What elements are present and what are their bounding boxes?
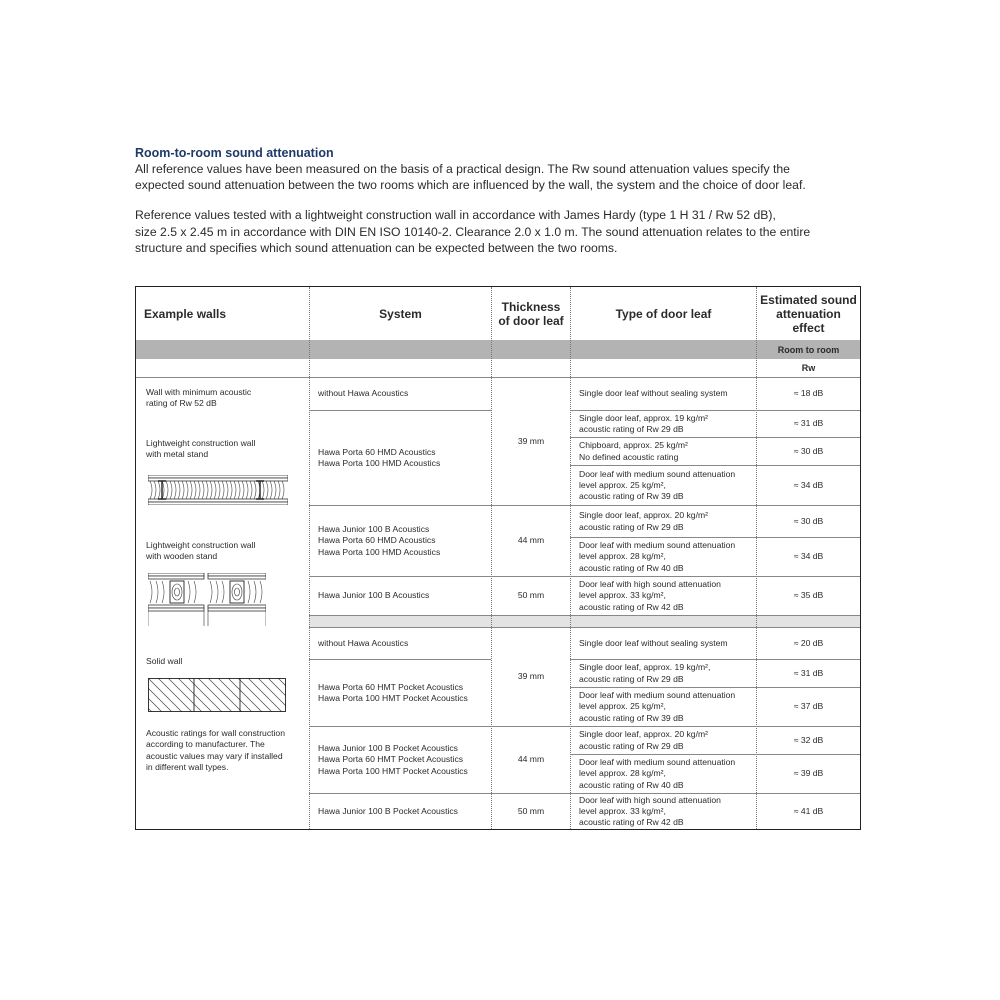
intro-line: structure and specifies which sound attenuation can be expected between the two rooms. bbox=[135, 240, 618, 255]
header-door-type: Type of door leaf bbox=[615, 306, 712, 321]
system-cell: without Hawa Acoustics bbox=[318, 388, 409, 399]
door-type-cell: Single door leaf, approx. 19 kg/m², acoustic rating of Rw 29 dB bbox=[579, 662, 711, 684]
column-divider bbox=[570, 287, 571, 829]
door-type-cell: Single door leaf, approx. 20 kg/m² acoustic rating of Rw 29 dB bbox=[579, 510, 708, 532]
header-rw: Rw bbox=[801, 363, 816, 373]
attenuation-value: ≈ 35 dB bbox=[793, 590, 824, 601]
system-cell: Hawa Junior 100 B Pocket Acoustics Hawa Porta 60 HMT Pocket Acoustics Hawa Porta 100 HMT Pocket Acoustics bbox=[318, 743, 468, 776]
thickness-cell: 44 mm bbox=[517, 754, 545, 765]
intro-line: expected sound attenuation between the two rooms which are influenced by the wall, the system and the choice of door leaf. bbox=[135, 178, 806, 193]
metal-stand-wall-diagram bbox=[148, 475, 288, 505]
door-type-cell: Door leaf with high sound attenuation level approx. 33 kg/m², acoustic rating of Rw 42 dB bbox=[579, 794, 721, 828]
wall-metal-stand-text: Lightweight construction wall with metal stand bbox=[146, 438, 256, 460]
thickness-cell: 50 mm bbox=[517, 805, 545, 816]
system-cell: without Hawa Acoustics bbox=[318, 637, 409, 648]
door-type-cell: Single door leaf without sealing system bbox=[579, 388, 728, 399]
wall-wooden-stand-text: Lightweight construction wall with wooden stand bbox=[146, 540, 256, 562]
door-type-cell: Single door leaf without sealing system bbox=[579, 637, 728, 648]
attenuation-value: ≈ 34 dB bbox=[793, 479, 824, 490]
attenuation-value: ≈ 37 dB bbox=[793, 701, 824, 712]
attenuation-value: ≈ 18 dB bbox=[793, 388, 824, 399]
intro-section bbox=[135, 145, 835, 256]
header-estimated: Estimated sound attenuation effect bbox=[760, 292, 857, 335]
thickness-cell: 50 mm bbox=[517, 590, 545, 601]
system-cell: Hawa Junior 100 B Acoustics bbox=[318, 590, 430, 601]
intro-paragraph-2 bbox=[135, 207, 835, 256]
door-type-cell: Door leaf with medium sound attenuation level approx. 25 kg/m², acoustic rating of Rw 39 dB bbox=[579, 468, 736, 502]
wall-min-rating-text: Wall with minimum acoustic rating of Rw 52 dB bbox=[146, 387, 252, 409]
attenuation-value: ≈ 41 dB bbox=[793, 805, 824, 816]
thickness-cell: 39 mm bbox=[517, 671, 545, 682]
attenuation-value: ≈ 34 dB bbox=[793, 551, 824, 562]
attenuation-value: ≈ 31 dB bbox=[793, 418, 824, 429]
intro-paragraph-1 bbox=[135, 161, 835, 193]
attenuation-table bbox=[135, 286, 861, 830]
header-example-walls: Example walls bbox=[144, 306, 227, 321]
attenuation-value: ≈ 30 dB bbox=[793, 445, 824, 456]
door-type-cell: Door leaf with high sound attenuation level approx. 33 kg/m², acoustic rating of Rw 42 dB bbox=[579, 579, 721, 612]
door-type-cell: Door leaf with medium sound attenuation level approx. 25 kg/m², acoustic rating of Rw 39 dB bbox=[579, 690, 736, 723]
row-divider bbox=[309, 615, 860, 616]
solid-wall-diagram bbox=[148, 678, 286, 712]
wall-solid-text: Solid wall bbox=[146, 656, 183, 666]
section-title: Room-to-room sound attenuation bbox=[135, 146, 334, 160]
door-type-cell: Single door leaf, approx. 19 kg/m² acoustic rating of Rw 29 dB bbox=[579, 412, 708, 434]
intro-line: Reference values tested with a lightweight construction wall in accordance with James Hardy (type 1 H 31 / Rw 52 dB), bbox=[135, 208, 776, 223]
attenuation-value: ≈ 31 dB bbox=[793, 667, 824, 678]
system-cell: Hawa Junior 100 B Pocket Acoustics bbox=[318, 805, 458, 816]
door-type-cell: Door leaf with medium sound attenuation level approx. 28 kg/m², acoustic rating of Rw 40 dB bbox=[579, 540, 736, 573]
header-gray-band bbox=[136, 340, 860, 359]
attenuation-value: ≈ 30 dB bbox=[793, 515, 824, 526]
door-type-cell: Single door leaf, approx. 20 kg/m² acoustic rating of Rw 29 dB bbox=[579, 729, 708, 751]
door-type-cell: Door leaf with medium sound attenuation level approx. 28 kg/m², acoustic rating of Rw 40 dB bbox=[579, 757, 736, 790]
wall-note-text: Acoustic ratings for wall construction according to manufacturer. The acoustic values may vary if installed in different wall types. bbox=[146, 728, 285, 772]
system-cell: Hawa Junior 100 B Acoustics Hawa Porta 60 HMD Acoustics Hawa Porta 100 HMD Acoustics bbox=[318, 524, 441, 557]
thickness-cell: 39 mm bbox=[517, 435, 545, 446]
intro-line: All reference values have been measured on the basis of a practical design. The Rw sound attenuation values specify the bbox=[135, 162, 790, 176]
group-separator bbox=[309, 615, 860, 627]
system-cell: Hawa Porta 60 HMD Acoustics Hawa Porta 100 HMD Acoustics bbox=[318, 446, 441, 468]
column-divider bbox=[309, 287, 310, 829]
header-system: System bbox=[379, 306, 422, 321]
thickness-cell: 44 mm bbox=[517, 535, 545, 546]
attenuation-value: ≈ 39 dB bbox=[793, 768, 824, 779]
system-cell: Hawa Porta 60 HMT Pocket Acoustics Hawa Porta 100 HMT Pocket Acoustics bbox=[318, 681, 468, 703]
attenuation-value: ≈ 20 dB bbox=[793, 637, 824, 648]
attenuation-value: ≈ 32 dB bbox=[793, 734, 824, 745]
wooden-stand-wall-diagram bbox=[148, 573, 266, 626]
door-type-cell: Chipboard, approx. 25 kg/m² No defined acoustic rating bbox=[579, 440, 688, 462]
intro-line: size 2.5 x 2.45 m in accordance with DIN EN ISO 10140-2. Clearance 2.0 x 1.0 m. The sound attenuation relates to the entire bbox=[135, 224, 811, 239]
header-room-to-room: Room to room bbox=[777, 344, 840, 355]
header-thickness: Thickness of door leaf bbox=[498, 299, 564, 328]
